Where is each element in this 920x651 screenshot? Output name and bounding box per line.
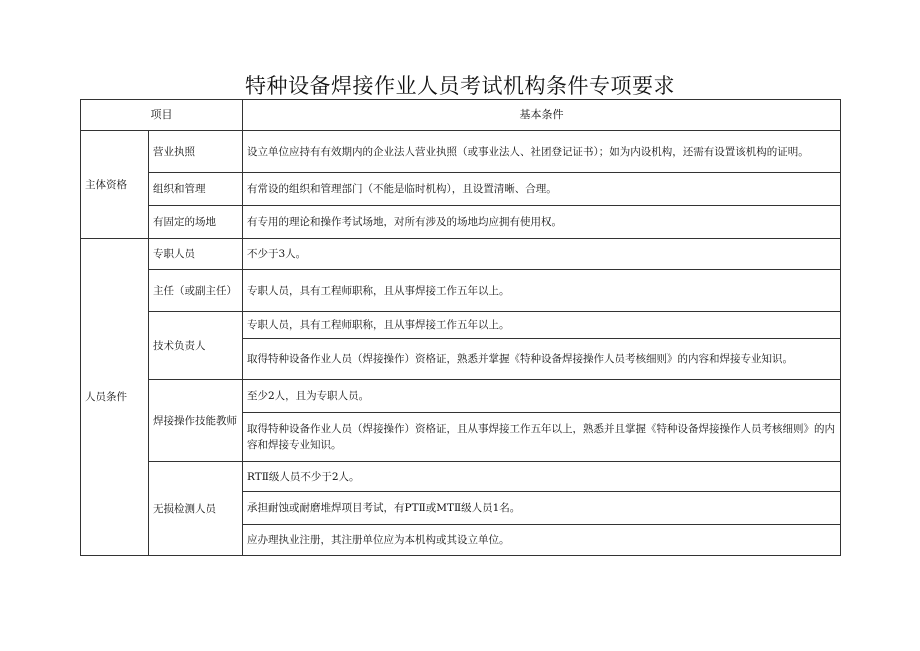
table-row: [81, 206, 841, 239]
item-cell: 组织和管理: [149, 173, 243, 206]
table-row: [81, 380, 841, 413]
table-row: [81, 173, 841, 206]
item-cell: 无损检测人员: [149, 462, 243, 556]
requirements-table: [80, 99, 841, 556]
header-row: [81, 100, 841, 131]
condition-cell: 专职人员，具有工程师职称，且从事焊接工作五年以上。: [243, 312, 841, 339]
condition-cell: 有专用的理论和操作考试场地，对所有涉及的场地均应拥有使用权。: [243, 206, 841, 239]
category-cell: 主体资格: [81, 131, 149, 239]
table-row: [81, 270, 841, 312]
item-cell: 技术负责人: [149, 312, 243, 380]
condition-cell: RTⅡ级人员不少于2人。: [243, 462, 841, 492]
condition-cell: 不少于3人。: [243, 239, 841, 270]
table-row: [81, 131, 841, 173]
condition-cell: 取得特种设备作业人员（焊接操作）资格证，熟悉并掌握《特种设备焊接操作人员考核细则》的内容和焊接专业知识。: [243, 339, 841, 380]
condition-cell: 取得特种设备作业人员（焊接操作）资格证，且从事焊接工作五年以上，熟悉并且掌握《特种设备焊接操作人员考核细则》的内容和焊接专业知识。: [243, 413, 841, 462]
item-cell: 主任（或副主任）: [149, 270, 243, 312]
condition-cell: 承担耐蚀或耐磨堆焊项目考试，有PTⅡ或MTⅡ级人员1名。: [243, 492, 841, 525]
table-row: [81, 462, 841, 492]
condition-cell: 应办理执业注册，其注册单位应为本机构或其设立单位。: [243, 525, 841, 556]
table-row: [81, 312, 841, 339]
condition-cell: 有常设的组织和管理部门（不能是临时机构），且设置清晰、合理。: [243, 173, 841, 206]
header-item: 项目: [81, 100, 243, 131]
document-title: 特种设备焊接作业人员考试机构条件专项要求: [245, 74, 675, 98]
condition-cell: 设立单位应持有有效期内的企业法人营业执照（或事业法人、社团登记证书）；如为内设机构，还需有设置该机构的证明。: [243, 131, 841, 173]
condition-cell: 专职人员，具有工程师职称，且从事焊接工作五年以上。: [243, 270, 841, 312]
header-conditions: 基本条件: [243, 100, 841, 131]
category-cell: 人员条件: [81, 239, 149, 556]
condition-cell: 至少2人，且为专职人员。: [243, 380, 841, 413]
item-cell: 焊接操作技能教师: [149, 380, 243, 462]
item-cell: 专职人员: [149, 239, 243, 270]
table-row: [81, 239, 841, 270]
item-cell: 有固定的场地: [149, 206, 243, 239]
item-cell: 营业执照: [149, 131, 243, 173]
